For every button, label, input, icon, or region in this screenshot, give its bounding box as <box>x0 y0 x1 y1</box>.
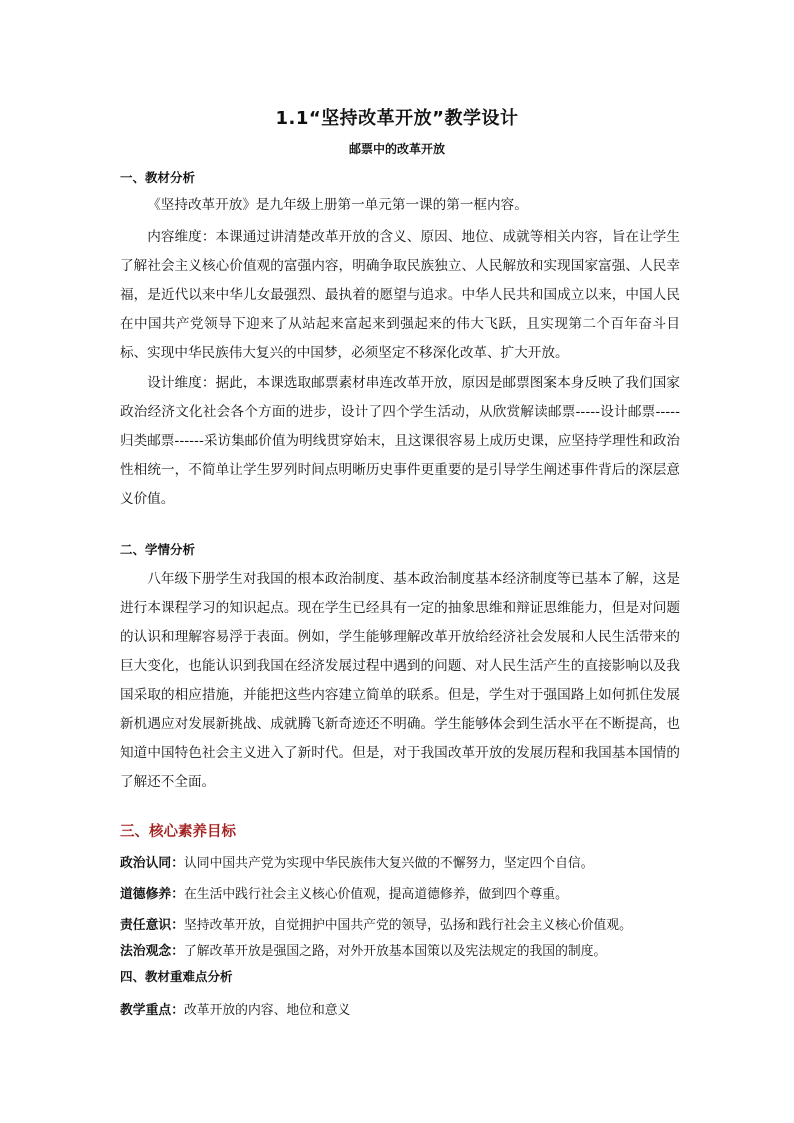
goal-moral-cultivation <box>120 883 700 902</box>
goal-text: 在生活中践行社会主义核心价值观，提高道德修养，做到四个尊重。 <box>183 887 568 902</box>
goal-political-identity <box>120 852 700 871</box>
goal-text: 了解改革开放是强国之路，对外开放基本国策以及宪法规定的我国的制度。 <box>183 944 607 959</box>
goal-rule-of-law <box>120 940 700 959</box>
goal-text: 认同中国共产党为实现中华民族伟大复兴做的不懈努力，坚定四个自信。 <box>183 856 594 871</box>
goal-label: 责任意识： <box>120 918 184 933</box>
goal-label: 政治认同： <box>120 856 184 871</box>
document-subtitle: 邮票中的改革开放 <box>348 142 445 156</box>
paragraph-learner-analysis: 八年级下册学生对我国的根本政治制度、基本政治制度基本经济制度等已基本了解，这是进行本课程学习的知识起点。现在学生已经具有一定的抽象思维和辩证思维能力，但是对问题的认识和理解容易浮于表面。例如，学生能够理解改革开放给经济社会发展和人民生活带来的巨大变化，也能认识到我国在经济发展过程中遇到的问题、对人民生活产生的直接影响以及我国采取的相应措施，并能把这些内容建立简单的联系。但是，学生对于强国路上如何抓住发展新机遇应对发展新挑战、成就腾飞新奇迹还不明确。学生能够体会到生活水平在不断提高，也知道中国特色社会主义进入了新时代。但是，对于我国改革开放的发展历程和我国基本国情的了解还不全面。 <box>120 571 680 790</box>
paragraph-content-dimension: 内容维度：本课通过讲清楚改革开放的含义、原因、地位、成就等相关内容，旨在让学生了解社会主义核心价值观的富强内容，明确争取民族独立、人民解放和实现国家富强、人民幸福，是近代以来中华儿女最强烈、最执着的愿望与追求。中华人民共和国成立以来，中国人民在中国共产党领导下迎来了从站起来富起来到强起来的伟大飞跃，且实现第二个百年奋斗目标、实现中华民族伟大复兴的中国梦，必须坚定不移深化改革、扩大开放。 <box>120 229 680 361</box>
goal-label: 道德修养： <box>120 887 184 902</box>
paragraph-design-dimension: 设计维度：据此，本课选取邮票素材串连改革开放，原因是邮票图案本身反映了我们国家政治经济文化社会各个方面的进步，设计了四个学生活动，从欣赏解读邮票-----设计邮票-----归类邮票------采访集邮价值为明线贯穿始末，且这课很容易上成历史课，应坚持学理性和政治性相统一，不简单让学生罗列时间点明晰历史事件更重要的是引导学生阐述事件背后的深层意义价值。 <box>120 375 680 507</box>
teaching-focus <box>120 999 700 1018</box>
paragraph-lesson-position: 《坚持改革开放》是九年级上册第一单元第一课的第一框内容。 <box>147 197 528 213</box>
goal-label: 法治观念： <box>120 944 184 959</box>
section-heading-key-difficult-points: 四、教材重难点分析 <box>120 969 233 984</box>
goal-text: 坚持改革开放，自觉拥护中国共产党的领导，弘扬和践行社会主义核心价值观。 <box>183 918 632 933</box>
goal-responsibility <box>120 914 700 933</box>
section-heading-core-goals: 三、核心素养目标 <box>120 824 236 840</box>
focus-text: 改革开放的内容、地位和意义 <box>183 1003 351 1018</box>
focus-label: 教学重点： <box>120 1003 184 1018</box>
section-heading-learner-analysis: 二、学情分析 <box>120 542 196 557</box>
document-title: 1.1“坚持改革开放”教学设计 <box>275 108 519 129</box>
section-heading-textbook-analysis: 一、教材分析 <box>120 170 196 185</box>
